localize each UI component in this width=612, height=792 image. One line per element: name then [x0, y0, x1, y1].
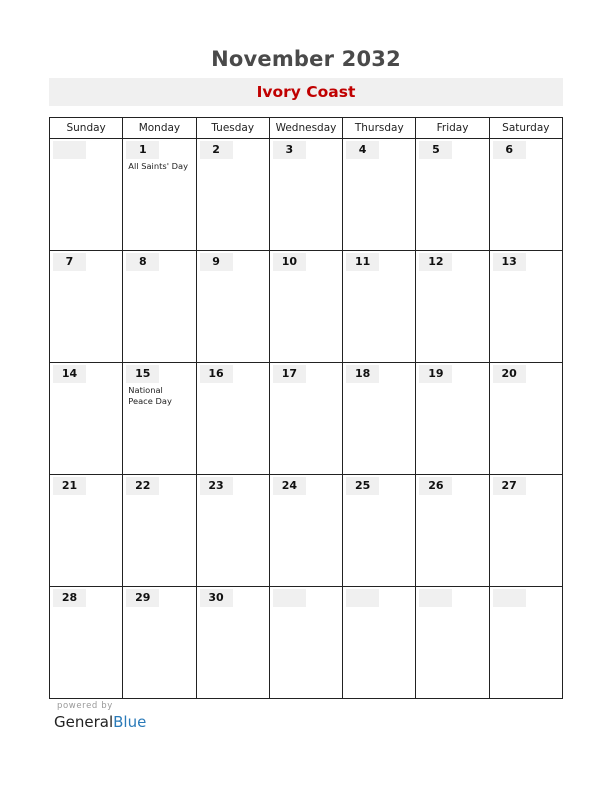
day-number: 11	[346, 253, 379, 271]
weekday-header: Friday	[416, 118, 489, 139]
day-number: 20	[493, 365, 526, 383]
weekday-header: Monday	[123, 118, 196, 139]
day-cell	[416, 251, 489, 363]
day-cell	[489, 139, 562, 251]
day-number: 8	[126, 253, 159, 271]
brand-blue-text: Blue	[113, 713, 147, 731]
day-number: 21	[53, 477, 86, 495]
day-number	[493, 589, 526, 607]
day-number: 5	[419, 141, 452, 159]
day-cell	[123, 251, 196, 363]
week-row	[50, 251, 563, 363]
day-number: 2	[200, 141, 233, 159]
day-cell	[416, 139, 489, 251]
day-number: 7	[53, 253, 86, 271]
day-cell	[123, 587, 196, 699]
day-cell	[269, 587, 342, 699]
week-row	[50, 475, 563, 587]
day-number: 22	[126, 477, 159, 495]
holiday-label: All Saints' Day	[128, 161, 188, 171]
day-cell	[343, 475, 416, 587]
day-cell	[269, 475, 342, 587]
day-number: 24	[273, 477, 306, 495]
day-cell	[50, 475, 123, 587]
weekday-header: Wednesday	[269, 118, 342, 139]
day-number	[273, 589, 306, 607]
day-cell	[416, 587, 489, 699]
day-number	[419, 589, 452, 607]
week-row	[50, 363, 563, 475]
day-number: 10	[273, 253, 306, 271]
weekday-header: Thursday	[343, 118, 416, 139]
day-cell	[343, 139, 416, 251]
day-cell	[50, 363, 123, 475]
day-number: 17	[273, 365, 306, 383]
day-cell	[416, 363, 489, 475]
day-number: 13	[493, 253, 526, 271]
day-number: 19	[419, 365, 452, 383]
weekday-header: Tuesday	[196, 118, 269, 139]
day-cell	[196, 363, 269, 475]
holiday-label: National Peace Day	[128, 385, 172, 406]
powered-by-label: powered by	[57, 701, 113, 711]
day-number: 15	[126, 365, 159, 383]
page-title: November 2032	[211, 47, 401, 71]
day-number: 27	[493, 477, 526, 495]
day-cell	[489, 363, 562, 475]
weekday-header-row	[50, 118, 563, 139]
day-number: 4	[346, 141, 379, 159]
calendar-grid	[49, 117, 563, 699]
day-number: 26	[419, 477, 452, 495]
day-cell	[489, 475, 562, 587]
weekday-header: Saturday	[489, 118, 562, 139]
day-cell	[196, 251, 269, 363]
day-cell	[343, 363, 416, 475]
day-cell	[123, 363, 196, 475]
day-cell	[269, 251, 342, 363]
day-cell	[269, 363, 342, 475]
brand-general-text: General	[54, 713, 114, 731]
day-cell	[416, 475, 489, 587]
day-number: 12	[419, 253, 452, 271]
day-number: 29	[126, 589, 159, 607]
day-cell	[50, 587, 123, 699]
day-number	[53, 141, 86, 159]
day-cell	[196, 475, 269, 587]
day-cell	[123, 475, 196, 587]
day-cell	[269, 139, 342, 251]
country-name: Ivory Coast	[256, 83, 356, 101]
day-number: 25	[346, 477, 379, 495]
day-cell	[50, 139, 123, 251]
day-number: 23	[200, 477, 233, 495]
day-cell	[50, 251, 123, 363]
day-cell	[123, 139, 196, 251]
day-number: 28	[53, 589, 86, 607]
day-number: 14	[53, 365, 86, 383]
week-row	[50, 139, 563, 251]
day-cell	[343, 587, 416, 699]
day-cell	[343, 251, 416, 363]
day-number	[346, 589, 379, 607]
day-number: 3	[273, 141, 306, 159]
day-cell	[196, 139, 269, 251]
day-cell	[196, 587, 269, 699]
day-number: 18	[346, 365, 379, 383]
weekday-header: Sunday	[50, 118, 123, 139]
country-banner	[49, 78, 563, 106]
week-row	[50, 587, 563, 699]
day-cell	[489, 251, 562, 363]
day-number: 9	[200, 253, 233, 271]
day-number: 16	[200, 365, 233, 383]
day-number: 6	[493, 141, 526, 159]
generalblue-logo[interactable]	[54, 713, 146, 731]
day-number: 30	[200, 589, 233, 607]
day-cell	[489, 587, 562, 699]
day-number: 1	[126, 141, 159, 159]
